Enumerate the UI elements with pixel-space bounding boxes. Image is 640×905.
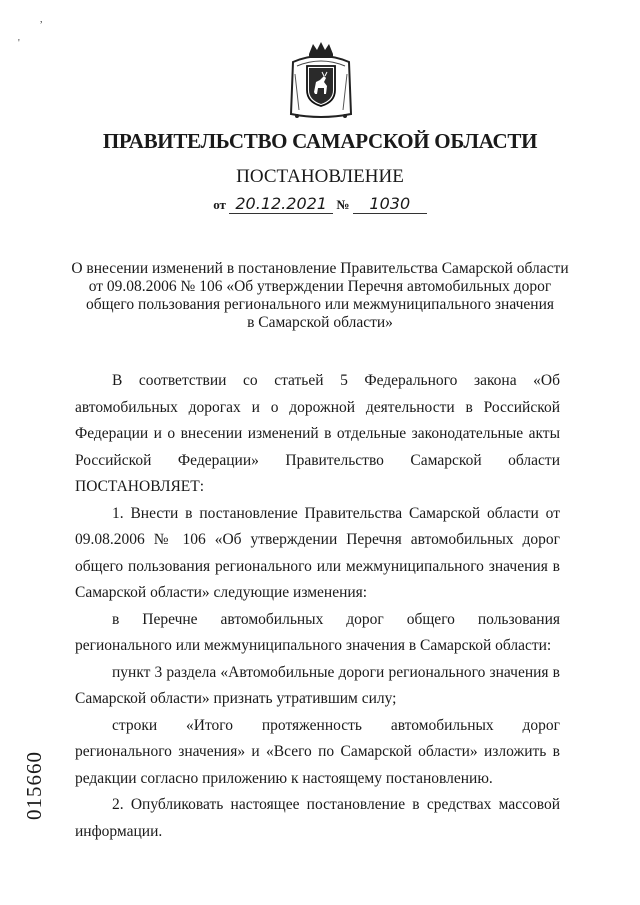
item-1-intro-paragraph: в Перечне автомобильных дорог общего пользования регионального или межмуниципального значения в Самарской области: [75, 610, 560, 654]
preamble-paragraph: В соответствии со статьей 5 Федерального закона «Об автомобильных дорогах и о дорожной деятельности в Российской Федерации и о внесении изменений в отдельные законодательные акты Российской Федерации» Правительство Самарской области ПОСТАНОВЛЯЕТ: [75, 372, 560, 495]
government-title: ПРАВИТЕЛЬСТВО САМАРСКОЙ ОБЛАСТИ [102, 129, 538, 153]
subject-line: О внесении изменений в постановление Правительства Самарской области [71, 260, 569, 277]
item-1-b-paragraph: строки «Итого протяженность автомобильных дорог регионального значения» и «Всего по Самарской области» изложить в редакции согласно приложению к настоящему постановлению. [75, 716, 560, 787]
subject-line: в Самарской области» [247, 314, 393, 331]
number-prefix: № [336, 197, 350, 212]
document-body [75, 368, 560, 845]
scan-mark: ' [18, 38, 20, 49]
subject-line: от 09.08.2006 № 106 «Об утверждении Перечня автомобильных дорог [88, 278, 552, 295]
samara-coat-of-arms-icon [287, 40, 355, 120]
item-1-a-paragraph: пункт 3 раздела «Автомобильные дороги регионального значения в Самарской области» признать утратившим силу; [75, 663, 560, 707]
document-subject [60, 260, 580, 332]
item-1-paragraph: 1. Внести в постановление Правительства Самарской области от 09.08.2006 № 106 «Об утверждении Перечня автомобильных дорог общего пользования регионального или межмуниципального значения в Самарской области» следующие изменения: [75, 504, 560, 601]
subject-line: общего пользования регионального или межмуниципального значения [85, 296, 554, 313]
scan-mark: , [40, 14, 43, 25]
margin-serial-number: 015660 [22, 751, 46, 820]
document-number-line [0, 195, 640, 214]
document-number: 1030 [353, 195, 427, 214]
document-type: ПОСТАНОВЛЕНИЕ [236, 166, 404, 187]
document-date: 20.12.2021 [229, 195, 333, 214]
date-prefix: от [213, 197, 226, 212]
item-2-paragraph: 2. Опубликовать настоящее постановление в средствах массовой информации. [75, 796, 560, 840]
